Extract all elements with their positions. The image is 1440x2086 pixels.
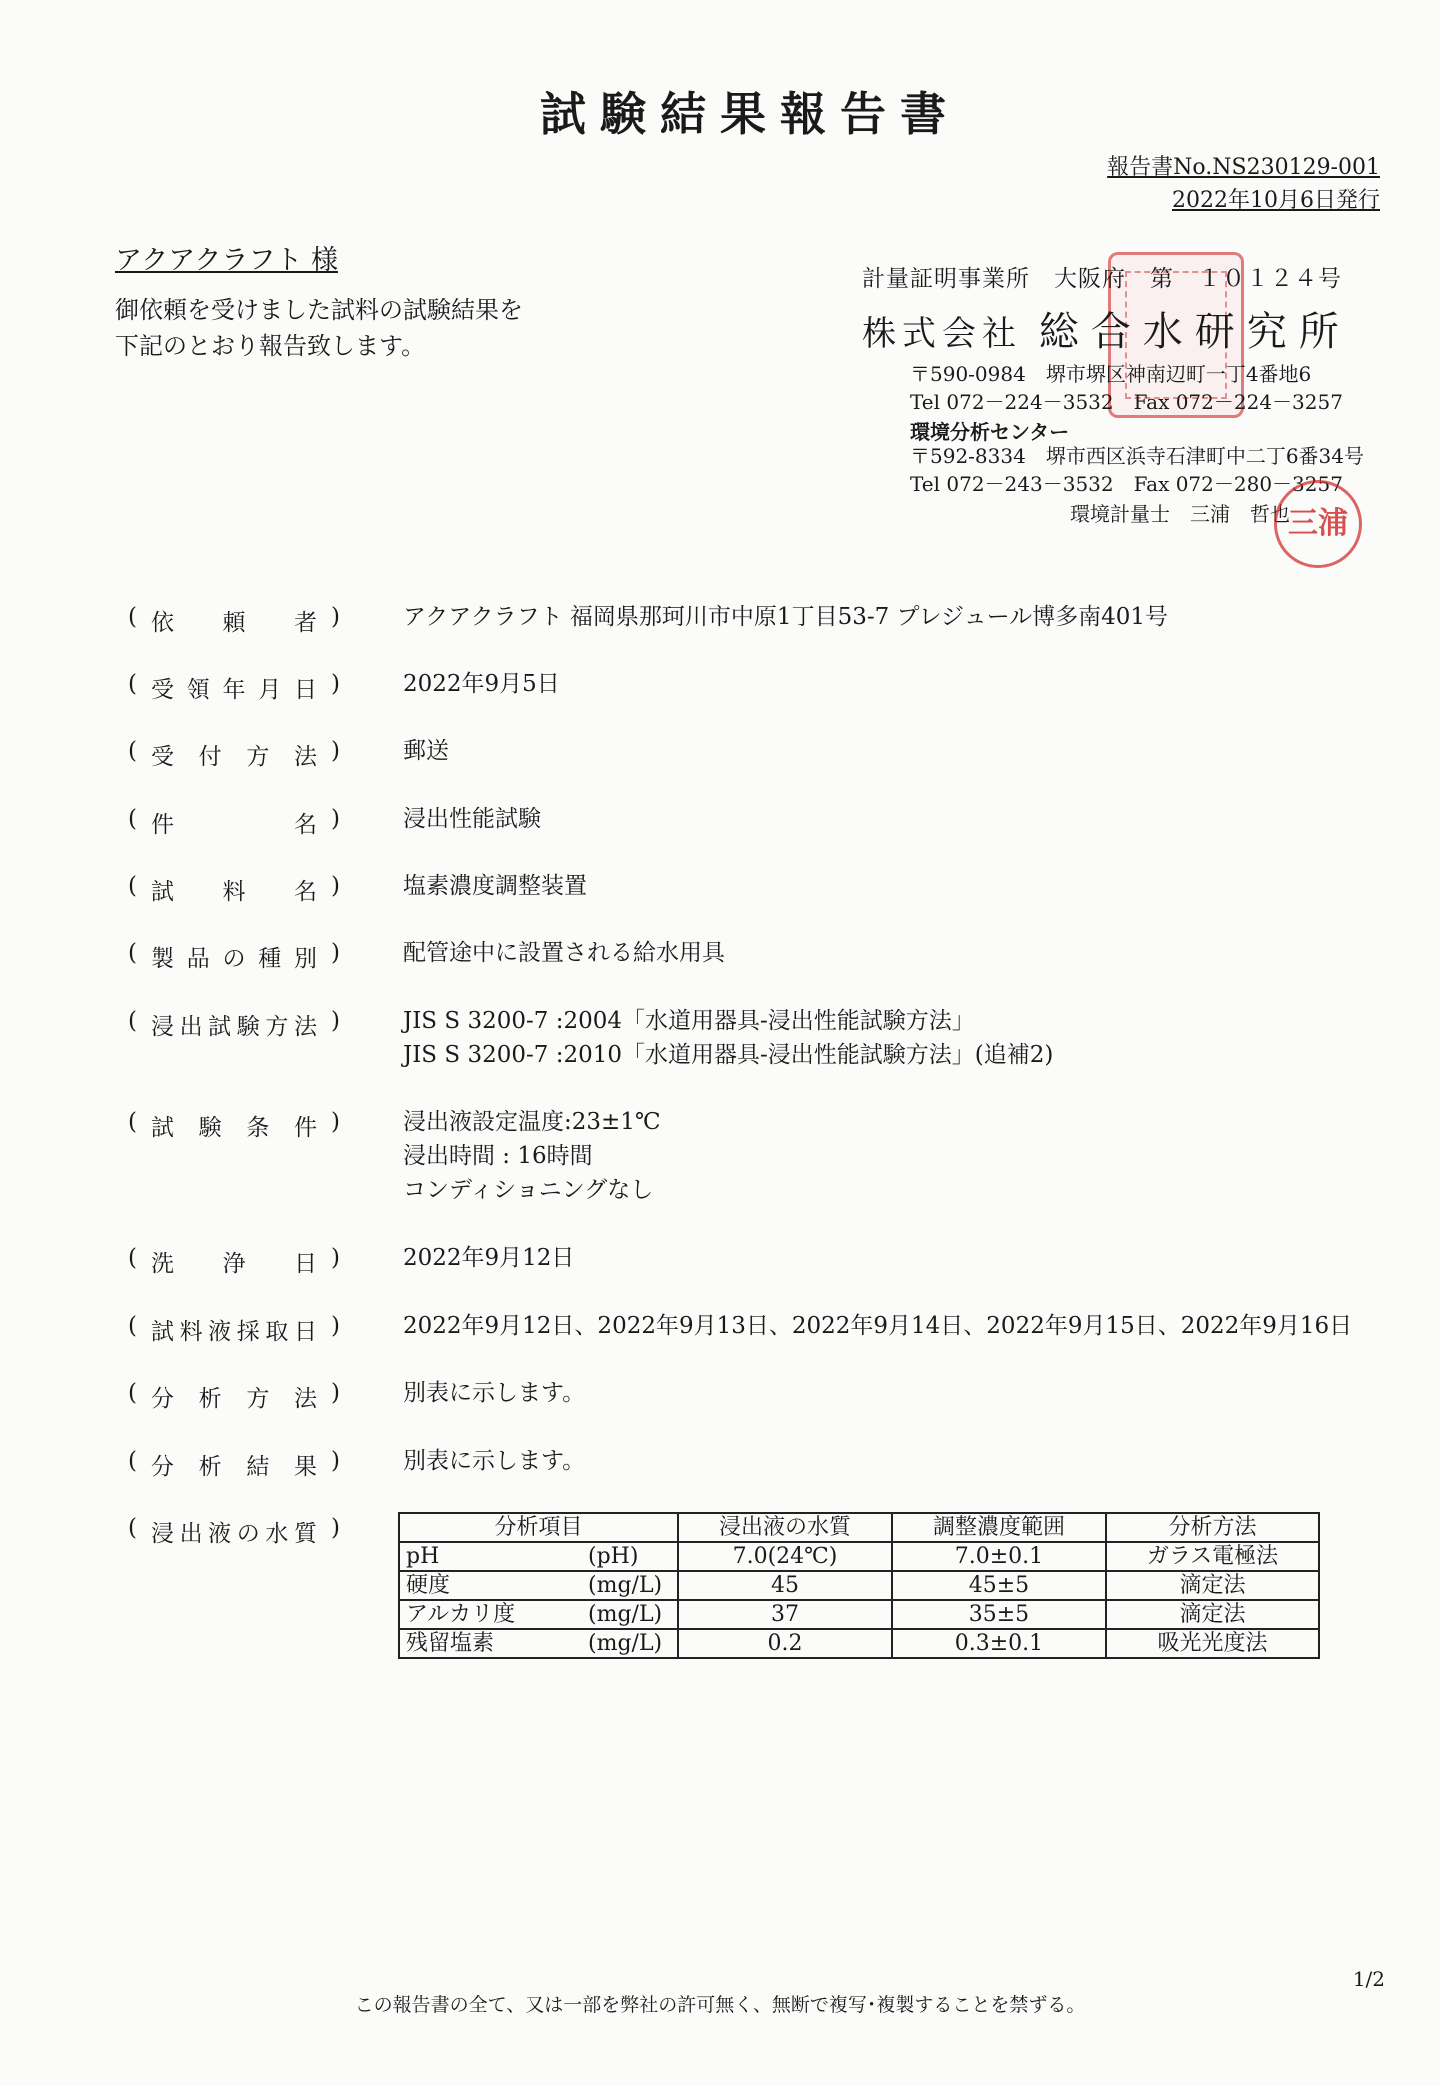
adjusted-range: 45±5 (892, 1571, 1106, 1600)
field-label-text: 受 領 年 月 日 (150, 677, 317, 703)
field-value-line: 2022年9月12日 (403, 1245, 575, 1271)
field-value (403, 1004, 1053, 1072)
table-header: 分析方法 (1106, 1513, 1319, 1542)
field-label: ( 試 験 条 件 ) (128, 1109, 340, 1141)
field-value (403, 1376, 585, 1410)
field-value (403, 734, 449, 768)
table-row (399, 1542, 1319, 1571)
company-main-name: 総合水研究所 (1038, 309, 1351, 355)
field-value-line: 別表に示します。 (403, 1380, 586, 1406)
certification-line: 計量証明事業所 大阪府 第 １０１２４号 (862, 266, 1342, 292)
field-value (403, 600, 1168, 634)
field-label: ( 分 析 結 果 ) (128, 1448, 340, 1480)
analysis-method: 滴定法 (1106, 1600, 1319, 1629)
field-value-line: アクアクラフト 福岡県那珂川市中原1丁目53-7 プレジュール博多南401号 (403, 604, 1169, 630)
field-label-text: 試 料 液 採 取 日 (150, 1319, 317, 1345)
field-label-text: 依 頼 者 (150, 610, 318, 636)
field-value (403, 667, 560, 701)
field-label-text: 試 料 名 (150, 879, 318, 905)
field-label-text: 受 付 方 法 (150, 744, 317, 770)
field-value-line: 2022年9月12日、2022年9月13日、2022年9月14日、2022年9月15日、2022年9月16日 (403, 1313, 1353, 1339)
field-value-line: コンディショニングなし (403, 1177, 654, 1203)
greeting-line: 御依頼を受けました試料の試験結果を (115, 296, 523, 324)
field-label-text: 浸 出 試 験 方 法 (150, 1014, 317, 1040)
analysis-item (399, 1629, 678, 1658)
field-label-text: 浸 出 液 の 水 質 (150, 1521, 317, 1547)
field-label: ( 浸 出 液 の 水 質 ) (128, 1515, 340, 1547)
table-header: 浸出液の水質 (678, 1513, 892, 1542)
item-name: アルカリ度 (406, 1602, 516, 1627)
company-phone: Tel 072－224－3532 Fax 072－224－3257 (910, 390, 1343, 414)
field-value-line: 塩素濃度調整装置 (403, 873, 587, 899)
field-value (403, 936, 725, 970)
field-label: ( 試 料 液 採 取 日 ) (128, 1313, 340, 1345)
field-label: ( 受 領 年 月 日 ) (128, 671, 340, 703)
company-name (862, 300, 1351, 357)
field-label: ( 浸 出 試 験 方 法 ) (128, 1008, 340, 1040)
analysis-method: 吸光光度法 (1106, 1629, 1319, 1658)
leachate-value: 37 (678, 1600, 892, 1629)
leachate-value: 7.0(24℃) (678, 1542, 892, 1571)
table-header-row (399, 1513, 1319, 1542)
field-value (403, 1444, 585, 1478)
item-unit: (mg/L) (588, 1573, 663, 1598)
greeting-line: 下記のとおり報告致します。 (115, 332, 426, 360)
field-label-text: 件 名 (150, 812, 318, 838)
field-value-line: JIS S 3200-7 :2010「水道用器具-浸出性能試験方法」(追補2) (403, 1042, 1054, 1068)
field-label: ( 件 名 ) (128, 806, 340, 838)
copyright-notice: この報告書の全て、又は一部を弊社の許可無く、無断で複写･複製することを禁ずる。 (354, 1994, 1086, 2016)
document-title: 試験結果報告書 (540, 87, 960, 141)
analysis-item (399, 1571, 678, 1600)
field-label-text: 試 験 条 件 (150, 1115, 317, 1141)
issue-date: 2022年10月6日発行 (1172, 188, 1380, 213)
water-quality-table (398, 1512, 1320, 1659)
field-label-text: 製 品 の 種 別 (150, 946, 317, 972)
field-label: ( 依 頼 者 ) (128, 604, 340, 636)
field-value (403, 1241, 574, 1275)
company-prefix: 株式会社 (862, 314, 1022, 354)
field-value-line: 浸出性能試験 (403, 806, 541, 832)
field-value-line: 浸出液設定温度:23±1℃ (403, 1109, 661, 1135)
field-value-line: 別表に示します。 (403, 1448, 586, 1474)
field-value-line: 郵送 (403, 738, 449, 764)
field-value (403, 1309, 1352, 1343)
field-label: ( 試 料 名 ) (128, 873, 340, 905)
item-unit: (mg/L) (588, 1631, 663, 1656)
item-unit: (pH) (588, 1544, 639, 1569)
center-address: 〒592-8334 堺市西区浜寺石津町中二丁6番34号 (910, 444, 1365, 468)
field-value-line: 配管途中に設置される給水用具 (403, 940, 725, 966)
greeting-text (115, 292, 575, 364)
analysis-method: 滴定法 (1106, 1571, 1319, 1600)
item-name: 残留塩素 (406, 1631, 495, 1656)
leachate-value: 0.2 (678, 1629, 892, 1658)
table-header: 調整濃度範囲 (892, 1513, 1106, 1542)
field-label: ( 分 析 方 法 ) (128, 1380, 340, 1412)
item-name: pH (406, 1544, 440, 1569)
field-value (403, 802, 541, 836)
table-row (399, 1629, 1319, 1658)
adjusted-range: 35±5 (892, 1600, 1106, 1629)
field-value-line: 浸出時間 : 16時間 (403, 1143, 593, 1169)
field-value-line: JIS S 3200-7 :2004「水道用器具-浸出性能試験方法」 (403, 1008, 975, 1034)
addressee-name: アクアクラフト 様 (115, 245, 338, 276)
item-name: 硬度 (406, 1573, 451, 1598)
center-name: 環境分析センター (910, 420, 1070, 444)
field-label-text: 分 析 方 法 (150, 1386, 317, 1412)
field-label: ( 受 付 方 法 ) (128, 738, 340, 770)
analyst-name: 環境計量士 三浦 哲也 (1070, 502, 1290, 526)
analysis-item (399, 1542, 678, 1571)
adjusted-range: 7.0±0.1 (892, 1542, 1106, 1571)
field-label: ( 洗 浄 日 ) (128, 1245, 340, 1277)
field-value (403, 1105, 661, 1207)
field-label-text: 洗 浄 日 (150, 1251, 318, 1277)
item-unit: (mg/L) (588, 1602, 663, 1627)
field-label: ( 製 品 の 種 別 ) (128, 940, 340, 972)
center-phone: Tel 072－243－3532 Fax 072－280－3257 (910, 472, 1343, 496)
analysis-item (399, 1600, 678, 1629)
page-number: 1/2 (1352, 1967, 1385, 1991)
adjusted-range: 0.3±0.1 (892, 1629, 1106, 1658)
report-number: 報告書No.NS230129-001 (1107, 155, 1380, 180)
field-value (403, 869, 587, 903)
field-value-line: 2022年9月5日 (403, 671, 560, 697)
company-address: 〒590-0984 堺市堺区神南辺町一丁4番地6 (910, 362, 1312, 386)
field-label-text: 分 析 結 果 (150, 1454, 317, 1480)
personal-seal-icon: 三浦 (1274, 480, 1362, 568)
leachate-value: 45 (678, 1571, 892, 1600)
table-header: 分析項目 (399, 1513, 678, 1542)
table-row (399, 1600, 1319, 1629)
table-row (399, 1571, 1319, 1600)
analysis-method: ガラス電極法 (1106, 1542, 1319, 1571)
